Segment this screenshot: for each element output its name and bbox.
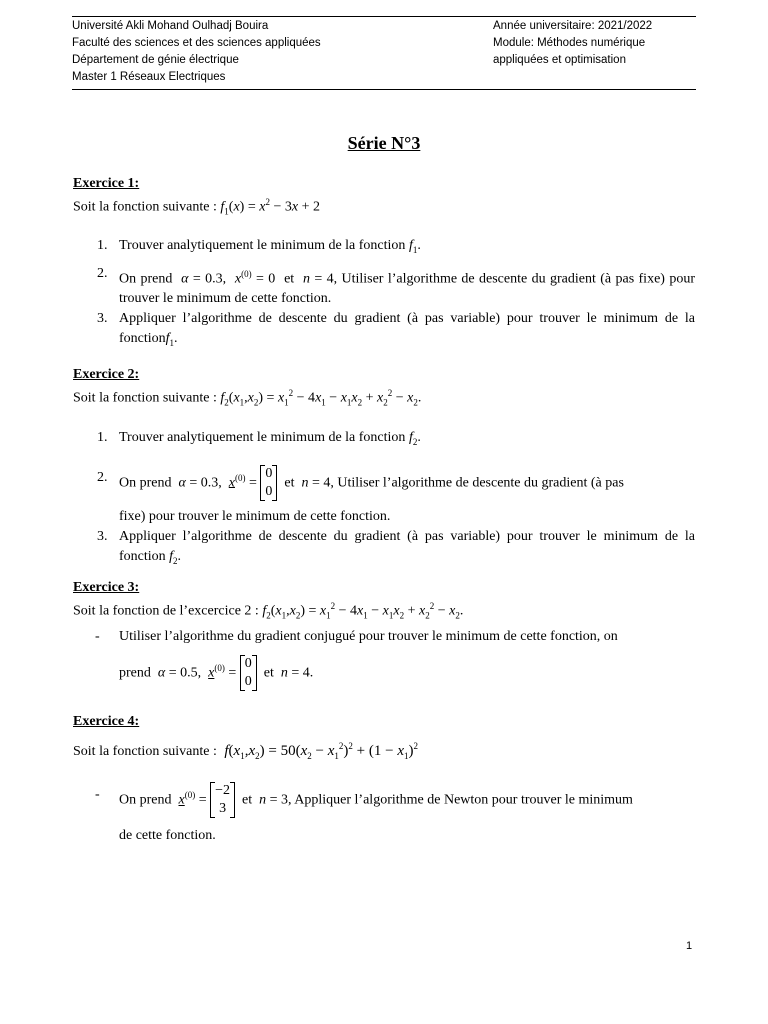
- list-item-continued: prend α = 0.5, $x^{(0)}$ = 0 0 et n = 4.: [119, 656, 314, 690]
- header-faculty: Faculté des sciences et des sciences appliquées: [72, 37, 321, 49]
- matrix-x0: −2 3: [210, 782, 235, 818]
- exercise-1-questions: [73, 236, 695, 353]
- document-header: [72, 16, 696, 90]
- exercise-3-title: Exercice 3:: [73, 580, 140, 595]
- list-item: 1. Trouver analytiquement le minimum de la fonction $f_1$.: [97, 238, 421, 255]
- header-university: Université Akli Mohand Oulhadj Bouira: [72, 20, 269, 32]
- matrix-x0: 0 0: [240, 655, 257, 691]
- exercise-1: [73, 176, 695, 221]
- header-module: Module: Méthodes numérique: [493, 37, 646, 49]
- exercise-3-questions: [73, 627, 695, 695]
- exercise-4-title: Exercice 4:: [73, 714, 140, 729]
- header-module-cont: appliquées et optimisation: [493, 54, 626, 66]
- list-item-continued: de cette fonction.: [119, 827, 216, 843]
- header-year: Année universitaire: 2021/2022: [493, 20, 653, 32]
- header-program: Master 1 Réseaux Electriques: [72, 71, 226, 83]
- exercise-2: [73, 367, 695, 412]
- list-item: 2. On prend α = 0.3, $x^{(0)}$ = 0 0 et n = 4, Utiliser l’algorithme de descente du gradient (à pas: [97, 466, 624, 500]
- header-department: Département de génie électrique: [72, 54, 239, 66]
- list-item: 3. Appliquer l’algorithme de descente du gradient (à pas variable) pour trouver le minimum de la fonctionf$_1$.: [97, 311, 695, 349]
- exercise-1-intro: Soit la fonction suivante : $f_1(x) = x^2 - 3x + 2$: [73, 197, 320, 217]
- list-item: 3. Appliquer l’algorithme de descente du gradient (à pas variable) pour trouver le minimum de la fonction $f_2$.: [97, 529, 695, 567]
- header-course: [493, 18, 652, 69]
- exercise-4: [73, 714, 695, 766]
- exercise-3: [73, 580, 695, 625]
- list-item-continued: fixe) pour trouver le minimum de cette fonction.: [119, 509, 391, 525]
- list-item: 1. Trouver analytiquement le minimum de la fonction $f_2$.: [97, 430, 421, 447]
- exercise-2-questions: [73, 428, 695, 571]
- list-item: - On prend $x^{(0)}$ = −2 3 et n = 3, Appliquer l’algorithme de Newton pour trouver le minimum: [95, 783, 633, 817]
- exercise-4-intro: Soit la fonction suivante : $f(x_1,x_2) = 50(x_2 - x_1^2)^2 + (1 - x_1)^2$: [73, 741, 418, 761]
- exercise-4-questions: [73, 772, 695, 846]
- exercise-3-intro: Soit la fonction de l’excercice 2 : $f_2(x_1,x_2) = x_1^2 - 4x_1 - x_1x_2 + x_2^2 - x_2$.: [73, 601, 464, 621]
- exercise-1-title: Exercice 1:: [73, 176, 140, 191]
- exercise-2-title: Exercice 2:: [73, 367, 140, 382]
- list-item: - Utiliser l’algorithme du gradient conjugué pour trouver le minimum de cette fonction, on: [95, 629, 618, 644]
- exercise-2-intro: Soit la fonction suivante : $f_2(x_1,x_2) = x_1^2 - 4x_1 - x_1x_2 + x_2^2 - x_2$.: [73, 388, 422, 408]
- page-number: 1: [686, 940, 693, 952]
- matrix-x0: 0 0: [260, 465, 277, 501]
- header-institution: [72, 18, 321, 86]
- list-item: 2. On prend α = 0.3, $x^{(0)} = 0$ et n = 4, Utiliser l’algorithme de descente du gradient (à pas fixe) pour trouver le minimum de cette fonction.: [97, 265, 695, 307]
- page-title: Série N°3: [347, 133, 421, 153]
